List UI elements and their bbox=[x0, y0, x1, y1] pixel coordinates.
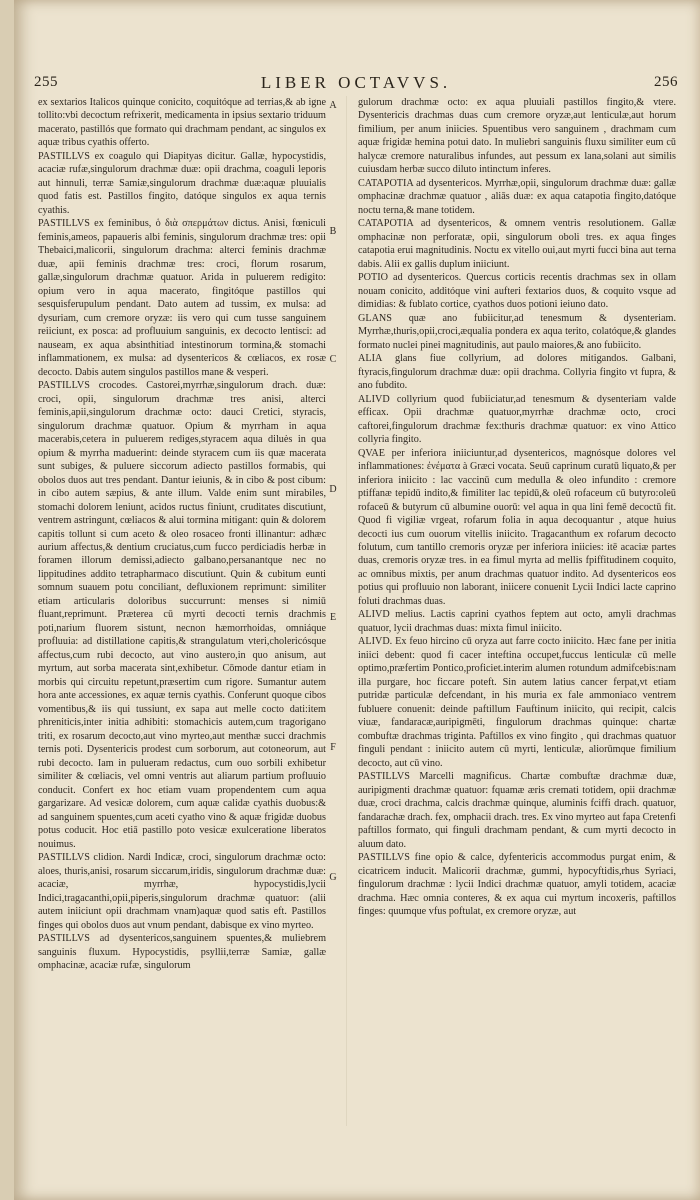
paragraph: ALIVD melius. Lactis caprini cyathos feptem aut octo, amyli drachmas quatuor, lycii drachmas duas: mixta fimul iniicito. bbox=[358, 609, 676, 634]
paragraph: PASTILLVS Marcelli magnificus. Chartæ combuftæ drachmæ duæ, auripigmenti drachmæ quatuor: fquamæ æris cremati totidem, opii drachmæ duæ, croci drachma, calcis drachmæ quinque, aluminis fciffi drach. quatuor, fandarachæ drach. fex, omphacii drach. tres. Ex vino myrteo aut fapa Cretenfi paftillos formato, qui finguli drachmam pendant, & cum myrti decocto in aluum dato. bbox=[358, 771, 676, 850]
paragraph: QVAE per inferiora iniiciuntur,ad dysentericos, magnósque dolores vel inflammationes: ἐνέματα à Græci vocata. Seuū caprinum curatū liquato,& per inferiora iniicito : lac vaccinū cum medulla & oleo infundito : cremore ptiffanæ tepidū indito,& fimiliter lac tepidū,& oleū rofaceum cū butyro:oleū rofaceū & butyrum cū albumine ouorū: vel aqua in qua lini femē decoctū fit. Quod fi vigiliæ vrgeat, rofarum folia in aqua decoquantur , atque huius decocti ius cum ouorum vitellis iniicito. Tragacanthum ex rofarum decocto folutum, cum tantillo cremoris oryzæ per inferiora iniicies: itē acaciæ partes duas, cremoris oryzæ tres. in ea fimul myrta ad mellis fpiffitudinem coquito, ac omnibus mixtis, per anum drachmas quatuor indito. Ad dysentericos eos potius qui profluuio non laborant, iniicere conuenit Lycii Indici lacte caprino foluti drachmas duas. bbox=[358, 447, 676, 607]
paragraph: POTIO ad dysentericos. Quercus corticis recentis drachmas sex in ollam nouam conicito, additóque vini aufteri fextarios duos, & coquito vsque ad dimidias: & fublato cortice, cyathos duos potioni ieiuno dato. bbox=[358, 272, 676, 311]
running-title: LIBER OCTAVVS. bbox=[260, 73, 452, 92]
paragraph: CATAPOTIA ad dysentericos, & omnem ventris resolutionem. Gallæ omphacinæ non perforatæ, opii, singulorum oboli tres. ex aqua finges catapotia erui magnitudinis. Noctu ex vitello oui,aut myrti fucci bina aut terna dabis. Alii ex gallis duplum iniiciunt. bbox=[358, 218, 676, 270]
text-column-left bbox=[38, 96, 326, 1126]
paragraph: ALIVD collyrium quod fubiiciatur,ad tenesmum & dysenteriam valde efficax. Opii drachmæ quatuor,myrrhæ drachmæ octo, croci caftorei,fingulorum drachmæ fex:thuris drachmæ quatuor: ex vino Attico collyria fingito. bbox=[358, 393, 676, 446]
paragraph: CATAPOTIA ad dysentericos. Myrrhæ,opii, singulorum drachmæ duæ: gallæ omphacinæ drachmæ quatuor , aliās duæ: ex aqua catapotia fingito,datóque noctu terna,& mane totidem. bbox=[358, 177, 676, 216]
paragraph: gulorum drachmæ octo: ex aqua pluuiali pastillos fingito,& vtere. Dysentericis drachmas duas cum cremore oryzæ,aut lenticulæ,aut horum fimilium, per anum iniicies. Spuentibus vero sanguinem , drachmam cum aquæ frigidæ hemina potui dato. In muliebri sanguinis fluxu similiter eum cū halycæ cremore naturalibus infundes, aut pessum ex lana,solani aut similis cuiusdam herbæ succo diluto intinctum inferes. bbox=[358, 97, 676, 176]
text-column-right bbox=[358, 96, 676, 1126]
margin-letter-g: G bbox=[329, 872, 337, 883]
page-number-left: 255 bbox=[34, 74, 58, 90]
paragraph: PASTILLVS ex coagulo qui Diapityas dicitur. Gallæ, hypocystidis, acaciæ rufæ,singulorum drachmæ duæ: opii drachma, coaguli leporis aut hinnuli, terræ Samiæ,singulorum drachmæ duæ:aquæ pluuialis quod fatis est. Pastillos fingito, datóque singulos ex aqua ternis cyathis. bbox=[38, 150, 326, 216]
paragraph: ex sextarios Italicos quinque conicito, coquitóque ad terrias,& ab igne tollito:vbi decoctum refrixerit, medicamenta in ipsius sextario triduum macerato, pastillós que formato qui drachmam pendant, ac singulos ex aquæ tribus cyathis offerto. bbox=[38, 97, 326, 149]
page-header bbox=[34, 74, 678, 96]
paragraph: PASTILLVS fine opio & calce, dyfentericis accommodus purgat enim, & cicatricem inducit. Malicorii drachmæ, gummi, hypocyftidis,rhus Syriaci, fingulorum drachmæ : lycii Indici drachmæ quatuor, amyli totidem, acaciæ drachma. Hæc omnia conteres, & ex aqua cui myrtum incoxeris, paftillos finges: quumque vfus poftulat, ex cremore oryzæ, aut bbox=[358, 852, 676, 918]
paragraph: PASTILLVS ex feminibus, ὁ διὰ σπερμάτων dictus. Anisi, fœniculi feminis,ameos, papaueris albi feminis, singulorum drachmæ tres: opii Thebaici,malicorii, singulorum drachma: alterci feminis drachmæ duæ, apii feminis drachmæ tres: croci, florum rosarum, gallæ,singulorum drachmæ quatuor. Arida in puluerem redigito: opium vero in aqua macerato, fingitóque pastillos qui sesquisferupulum pendant. Dato autem ad tussim, ex mulsa: ad dysuriam, cum cremore oryzæ: iis vero qui cum tusse sanguinem reiiciunt, ex posca: ad profluuium sanguinis, ex decocto lentisci: ad nauseam, ex aqua absinthitiad intestinorum tormina,& stomachi inflammationem, ex mulsa: ad dysentericos & cœliacos, ex rosæ decocto. Dabis autem singulos pastillos mane & vesperi. bbox=[38, 218, 326, 378]
margin-letter-b: B bbox=[329, 226, 337, 237]
margin-letter-e: E bbox=[329, 612, 337, 623]
paragraph: GLANS quæ ano fubiicitur,ad tenesmum & dysenteriam. Myrrhæ,thuris,opii,croci,æqualia pondera ex aqua terito, colatóque,& glandes formato nuclei pinei magnitudinis, aut paulo maiores,& ano fubiicito. bbox=[358, 312, 676, 351]
margin-letter-a: A bbox=[329, 100, 337, 111]
margin-letter-d: D bbox=[329, 484, 337, 495]
paragraph: PASTILLVS clidion. Nardi Indicæ, croci, singulorum drachmæ octo: aloes, thuris,anisi, rosarum siccarum,iridis, singulorum drachmæ duæ: acaciæ, myrrhæ, hypocystidis,lycii Indici,tragacanthi,opii,piperis,singulorum drachmæ quatuor: (alii autem iniiciunt opii drachmam vnam)aquæ quod satis eft. Pastillos finges qui obolos duos aut vnum pendant, dabisque ex vino myrteo. bbox=[38, 852, 326, 931]
paragraph: ALIVD. Ex feuo hircino cū oryza aut farre cocto iniicito. Hæc fane per initia iniici debent: quod fi cacer inteftina occupet,fuccus lenticulæ cū melle optimo,præfertim Pontico,proficiet.interim alumen rotundum admifcebis:nam illa purgare, hoc ficcare poteft. Sin autem latius cancer ferpat,vt etiam putridæ particulæ defcendant, in his muria ex fale ammoniaco ventrem fubluere conuenit: deinde paftillum Fauftinum iniicito, qui recipit, calcis viuæ, fandaracæ,auripigmēti, fingulorum drachmas quinque: chartæ combuftæ drachmas triginta. Paftillos ex vino fingito , qui drachmas quatuor finguli pendant : iniicito autem cū myrti, lenticulæ, aliorūmque fimilium decocto, aut cū vino. bbox=[358, 636, 676, 769]
margin-letter-c: C bbox=[329, 354, 337, 365]
paragraph: PASTILLVS crocodes. Castorei,myrrhæ,singulorum drach. duæ: croci, opii, singulorum drachmæ tres anisi, alterci feminis,apii,singulorum drachmæ octo: dauci Cretici, styracis, singulorum drachmæ quatuor. Opium & myrrham in aqua macerabis,cetera in puluerem rediges,styracem aqua diluės in qua opium & myrrha maduerint: deinde styracem cum iis quæ macerata sunt subiges, & puluere siccorum adiecto pastillos formabis, qui obolos duos aut tres pendant. Dantur ieiunis, & in cibo & post cibum: in cibo autem sæpius, & ante illum. Valde enim sunt mirabiles, stomachi dolorem leniunt, acidos ructus finiunt, cruditates discutiunt, ventrem astringunt, cœliacos & alui tormina mitigant: quin & dolorem capitis tollunt si cum aceto & oleo rosaceo fronti illinantur: adhæc aurium affectus,& dentium cruciatus,cum fucco perdiciadis herbæ in foramen illorum demissi,adiecto galbano,persanantque nec no lippitudines addito tetrapharmaco discutiunt. Quin & cubitum eunti somnum suauem potu conciliant, defluxionem reprimunt: similiter etiam articularis doloribus succurrunt: menses si nimiū fluant,reprimunt. Præterea cū myrti decocti ternis drachmis poti,narium fluorem sistunt, necnon hæmorrhoidas, omniáque profluuia: ad distillatione capitis,& strangulatum vteri,cholericósque affectus,cum rubi decocto, aut vino austero,in quo anisum, aut myrtum, aut sorba macerata sint,exhibetur. Cōmode dantur etiam in morbis qui circuitu repetunt,præsertim cum rigore. Sumantur autem hora ante accessiones, ex aquæ ternis cyathis. Conferunt quoque cibos vomentibus,& iis qui tussiunt, ex sapa aut melle cocto dati:item phreniticis,inter initia adhibiti: stomachicis autem,cum tragorigano triti, ex rosarum decocto,aut vino myrteo,aut menthæ succi drachmis ternis poti. Dysentericis prodest cum sorborum, aut cotoneorum, aut rubi decocto. Iam in pulueram redactus, cum ouo sorbili exhibetur similiter & cœliacis, vel omni ventris aut aliarum partium profluuio conducit. Confert ex hoc etiam vuam propendentem cum aqua gargarizare. Ad vesicæ dolorem, cum aquæ calidæ cyathis duobus:& ad sanguinem spuentes,cum aceti cyatho vino & aquæ frigidæ duobus potus coducit. Hoc etiā pastillo poto vesicæ exulceratione liberatos nouimus. bbox=[38, 380, 326, 850]
margin-letter-f: F bbox=[330, 742, 336, 753]
paragraph: PASTILLVS ad dysentericos,sanguinem spuentes,& muliebrem sanguinis fluxum. Hypocystidis, psyllii,terræ Samiæ, gallæ omphacinæ, acaciæ rufæ, singulorum bbox=[38, 933, 326, 971]
column-gutter bbox=[346, 96, 347, 1126]
paragraph: ALIA glans fiue collyrium, ad dolores mitigandos. Galbani, ftyracis,fingulorum drachmæ duæ: opii drachma. Collyria fingito vt fupra, & ano fubdito. bbox=[358, 353, 676, 392]
book-page bbox=[14, 0, 700, 1200]
page-number-right: 256 bbox=[654, 74, 678, 90]
